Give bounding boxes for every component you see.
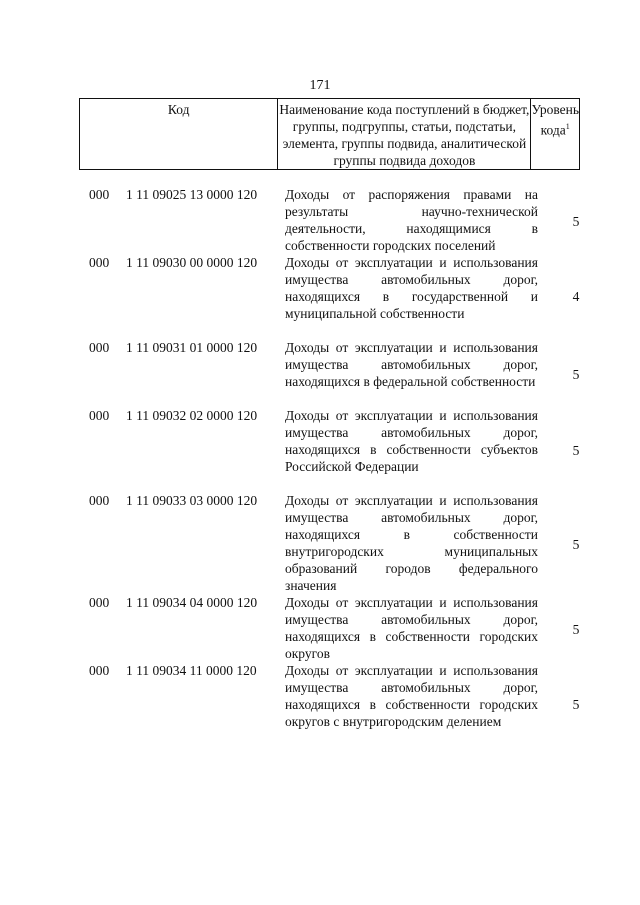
table-row: [0, 662, 640, 747]
header-name: Наименование кода поступлений в бюджет, группы, подгруппы, статьи, подстатьи, элемента, группы подвида, аналитической группы подвида доходов: [278, 99, 531, 169]
table-row: [0, 186, 640, 254]
header-level: [531, 99, 579, 169]
row-name: Доходы от эксплуатации и использования имущества автомобильных дорог, находящихся в собственности городских округов с внутригородским делением: [285, 663, 538, 729]
row-name: Доходы от распоряжения правами на результаты научно-технической деятельности, находящимися в собственности городских поселений: [285, 187, 538, 253]
row-code: 1 11 09030 00 0000 120: [126, 255, 258, 270]
row-level: 5: [572, 622, 580, 637]
table-row: [0, 492, 640, 594]
table-header: [79, 98, 580, 170]
row-code: 1 11 09033 03 0000 120: [126, 493, 258, 508]
row-prefix: 000: [89, 255, 110, 270]
header-level-footnote: 1: [565, 122, 570, 131]
row-prefix: 000: [89, 663, 110, 678]
row-code: 1 11 09025 13 0000 120: [126, 187, 258, 202]
row-name: Доходы от эксплуатации и использования имущества автомобильных дорог, находящихся в собственности субъектов Российской Федерации: [285, 408, 538, 474]
row-prefix: 000: [89, 187, 110, 202]
row-level: 5: [572, 367, 580, 382]
row-prefix: 000: [89, 408, 110, 423]
row-level: 4: [572, 289, 580, 304]
row-level: 5: [572, 443, 580, 458]
table-row: [0, 594, 640, 662]
table-row: [0, 407, 640, 492]
page-number: 171: [309, 78, 331, 93]
row-prefix: 000: [89, 340, 110, 355]
row-level: 5: [572, 537, 580, 552]
row-level: 5: [572, 697, 580, 712]
row-name: Доходы от эксплуатации и использования имущества автомобильных дорог, находящихся в федеральной собственности: [285, 340, 538, 389]
row-code: 1 11 09032 02 0000 120: [126, 408, 258, 423]
table-row: [0, 254, 640, 339]
row-name: Доходы от эксплуатации и использования имущества автомобильных дорог, находящихся в собственности городских округов: [285, 595, 538, 661]
row-level: 5: [572, 214, 580, 229]
row-code: 1 11 09034 11 0000 120: [126, 663, 257, 678]
table-row: [0, 339, 640, 407]
table-body: [0, 186, 640, 747]
row-code: 1 11 09034 04 0000 120: [126, 595, 258, 610]
row-name: Доходы от эксплуатации и использования имущества автомобильных дорог, находящихся в собственности внутригородских муниципальных образований городов федерального значения: [285, 493, 538, 593]
row-code: 1 11 09031 01 0000 120: [126, 340, 258, 355]
header-code: Код: [80, 99, 278, 169]
row-name: Доходы от эксплуатации и использования имущества автомобильных дорог, находящихся в государственной и муниципальной собственности: [285, 255, 538, 321]
row-prefix: 000: [89, 595, 110, 610]
row-prefix: 000: [89, 493, 110, 508]
header-level-label: Уровень кода: [531, 102, 579, 138]
